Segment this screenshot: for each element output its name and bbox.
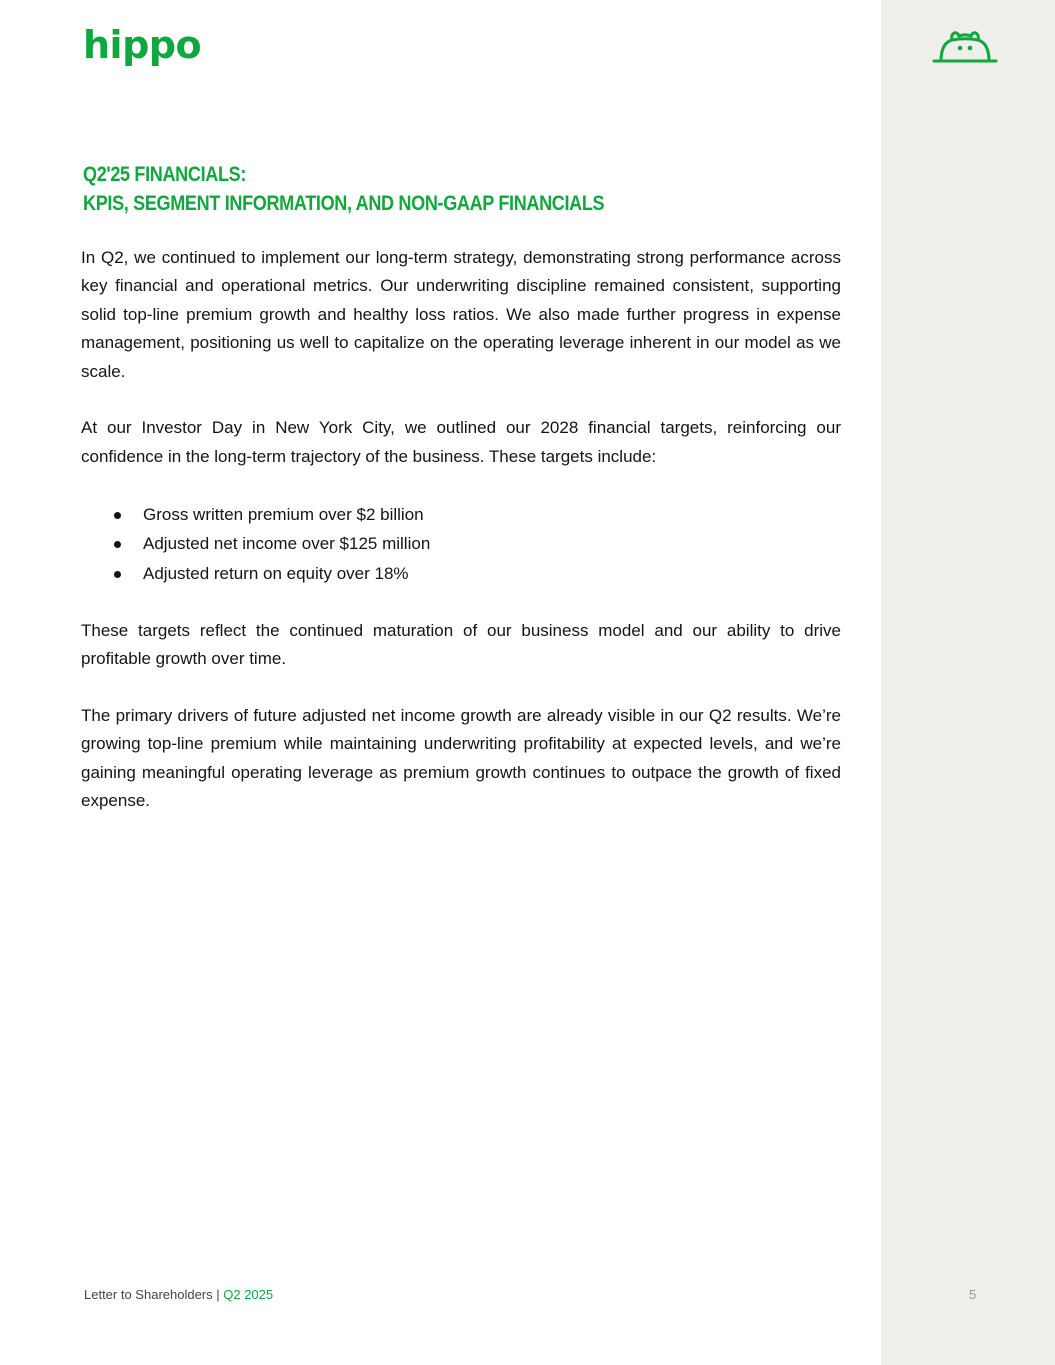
target-text: Gross written premium over $2 billion — [143, 504, 424, 524]
paragraph-drivers: The primary drivers of future adjusted net income growth are already visible in our Q2 results. We’re growing top-line premium while maintaining underwriting profitability at expected levels, and we’re gaining meaningful operating leverage as premium growth continues to outpace the growth of fixed expense. — [81, 705, 841, 810]
page-number: 5 — [969, 1287, 977, 1302]
bullet-icon — [114, 541, 121, 548]
footer — [84, 1287, 273, 1302]
list-item — [81, 529, 841, 559]
side-panel — [881, 0, 1055, 1365]
section-title-line1: Q2'25 FINANCIALS: — [83, 163, 247, 186]
target-text: Adjusted return on equity over 18% — [143, 563, 409, 583]
section-heading — [83, 160, 737, 218]
body-text — [81, 244, 841, 844]
bullet-icon — [114, 512, 121, 519]
footer-doc-title: Letter to Shareholders | — [84, 1287, 224, 1302]
paragraph-strategy: In Q2, we continued to implement our long-term strategy, demonstrating strong performance across key financial and operational metrics. Our underwriting discipline remained consistent, supporting solid top-line premium growth and healthy loss ratios. We also made further progress in expense management, positioning us well to capitalize on the operating leverage inherent in our model as we scale. — [81, 248, 841, 381]
hippo-logo: hippo — [83, 23, 202, 67]
list-item — [81, 559, 841, 589]
section-title-line2: KPIS, SEGMENT INFORMATION, AND NON-GAAP FINANCIALS — [83, 192, 605, 215]
footer-period: Q2 2025 — [223, 1287, 274, 1302]
bullet-icon — [114, 571, 121, 578]
paragraph-maturation: These targets reflect the continued maturation of our business model and our ability to drive profitable growth over time. — [81, 620, 841, 668]
paragraph-investor-day: At our Investor Day in New York City, we outlined our 2028 financial targets, reinforcing our confidence in the long-term trajectory of the business. These targets include: — [81, 418, 841, 466]
target-text: Adjusted net income over $125 million — [143, 534, 431, 554]
list-item — [81, 500, 841, 530]
hippo-mark-icon — [932, 29, 998, 65]
targets-list — [81, 500, 841, 589]
